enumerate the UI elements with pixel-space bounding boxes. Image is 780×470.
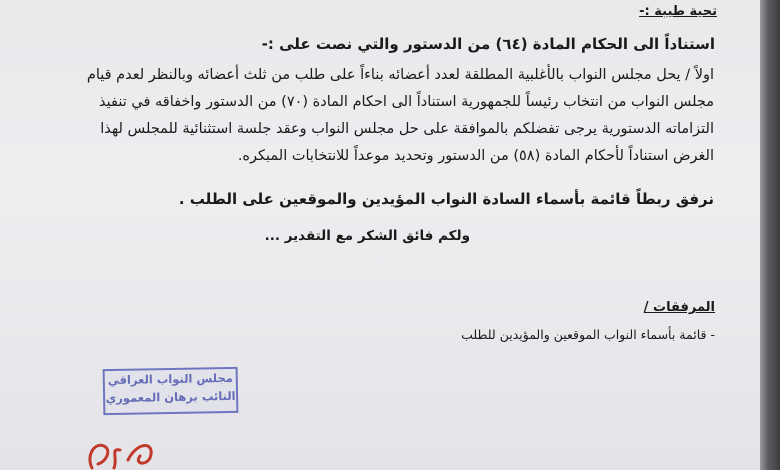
stamp-line: مجلس النواب العراقي xyxy=(107,370,233,388)
heading: استناداً الى الحكام المادة (٦٤) من الدستور والتي نصت على :- xyxy=(261,35,715,53)
page-edge-shadow xyxy=(760,0,780,470)
stamp-line: النائب برهان المعموري xyxy=(105,388,236,406)
handwritten-signature xyxy=(80,428,170,470)
closing: ولكم فائق الشكر مع التقدير ... xyxy=(264,228,470,244)
official-stamp xyxy=(103,367,239,415)
attachments-title: المرفقات / xyxy=(643,300,715,315)
greeting: تحية طيبة :- xyxy=(639,4,717,19)
attach-sentence: نرفق ربطاً قائمة بأسماء السادة النواب المؤيدين والموقعين على الطلب . xyxy=(178,190,714,208)
paragraph-line: الغرض استناداً لأحكام المادة (٥٨) من الدستور وتحديد موعداً للانتخابات المبكره. xyxy=(237,148,714,164)
attachment-item: - قائمة بأسماء النواب الموقعين والمؤيدين للطلب xyxy=(461,327,715,342)
paragraph-line: اولاً / يحل مجلس النواب بالأغلبية المطلقة لعدد أعضائه بناءاً على طلب من ثلث أعضائه وبالنظر لعدم قيام xyxy=(86,67,714,83)
paragraph-line: التزاماته الدستورية يرجى تفضلكم بالموافقة على حل مجلس النواب وعقد جلسة استثنائية للمجلس لهذا xyxy=(100,121,714,137)
paragraph-line: مجلس النواب من انتخاب رئيساً للجمهورية استناداً الى احكام المادة (٧٠) من الدستور واخفاقه في تنفيذ xyxy=(99,94,714,110)
